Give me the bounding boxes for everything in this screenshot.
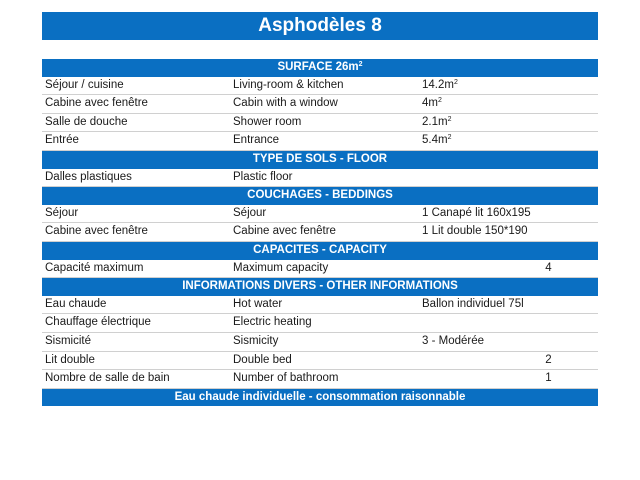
value (419, 169, 598, 187)
label-fr: Cabine avec fenêtre (42, 223, 230, 242)
section-header-other (42, 278, 598, 296)
label-en: Entrance (230, 132, 419, 151)
label-en: Electric heating (230, 314, 419, 333)
value: 1 Lit double 150*190 (419, 223, 598, 242)
value (419, 314, 598, 333)
value: 4 (419, 260, 598, 278)
label-en: Hot water (230, 296, 419, 314)
label-fr: Lit double (42, 351, 230, 370)
table-row (42, 205, 598, 223)
value: 1 (419, 370, 598, 389)
value: 1 Canapé lit 160x195 (419, 205, 598, 223)
value: Ballon individuel 75l (419, 296, 598, 314)
footer-banner (42, 388, 598, 406)
label-fr: Nombre de salle de bain (42, 370, 230, 389)
table-row (42, 332, 598, 351)
value: 3 - Modérée (419, 332, 598, 351)
table-row (42, 95, 598, 114)
section-header-floor (42, 150, 598, 168)
label-en: Cabin with a window (230, 95, 419, 114)
property-info-table (42, 59, 598, 406)
value: $5.4m^2$ (419, 132, 598, 151)
section-heading: CAPACITES - CAPACITY (42, 241, 598, 259)
label-fr: Chauffage électrique (42, 314, 230, 333)
section-header-surface (42, 59, 598, 77)
value: $4m^2$ (419, 95, 598, 114)
section-heading: COUCHAGES - BEDDINGS (42, 187, 598, 205)
section-header-beddings (42, 187, 598, 205)
label-fr: Entrée (42, 132, 230, 151)
label-en: Number of bathroom (230, 370, 419, 389)
label-en: Sismicity (230, 332, 419, 351)
label-en: Plastic floor (230, 169, 419, 187)
table-row (42, 351, 598, 370)
label-en: Séjour (230, 205, 419, 223)
table-row (42, 370, 598, 389)
page-title: Asphodèles 8 (42, 12, 598, 40)
value: $14.2m^2$ (419, 77, 598, 95)
label-fr: Eau chaude (42, 296, 230, 314)
table-row (42, 77, 598, 95)
label-fr: Salle de douche (42, 113, 230, 132)
table-row (42, 113, 598, 132)
footer-note: Eau chaude individuelle - consommation raisonnable (42, 388, 598, 406)
label-fr: Séjour (42, 205, 230, 223)
table-row (42, 169, 598, 187)
label-fr: Cabine avec fenêtre (42, 95, 230, 114)
label-fr: Dalles plastiques (42, 169, 230, 187)
superscript: 2 (358, 61, 363, 68)
table-row (42, 260, 598, 278)
section-heading: INFORMATIONS DIVERS - OTHER INFORMATIONS (42, 278, 598, 296)
label-fr: Sismicité (42, 332, 230, 351)
section-heading: TYPE DE SOLS - FLOOR (42, 150, 598, 168)
table-row (42, 296, 598, 314)
table-row (42, 223, 598, 242)
table-row (42, 314, 598, 333)
label-fr: Capacité maximum (42, 260, 230, 278)
label-en: Cabine avec fenêtre (230, 223, 419, 242)
table-row (42, 132, 598, 151)
section-header-capacity (42, 241, 598, 259)
label-en: Maximum capacity (230, 260, 419, 278)
label-fr: Séjour / cuisine (42, 77, 230, 95)
value: 2 (419, 351, 598, 370)
section-heading: SURFACE 26m (277, 61, 359, 73)
label-en: Double bed (230, 351, 419, 370)
label-en: Living-room & kitchen (230, 77, 419, 95)
value: $2.1m^2$ (419, 113, 598, 132)
label-en: Shower room (230, 113, 419, 132)
